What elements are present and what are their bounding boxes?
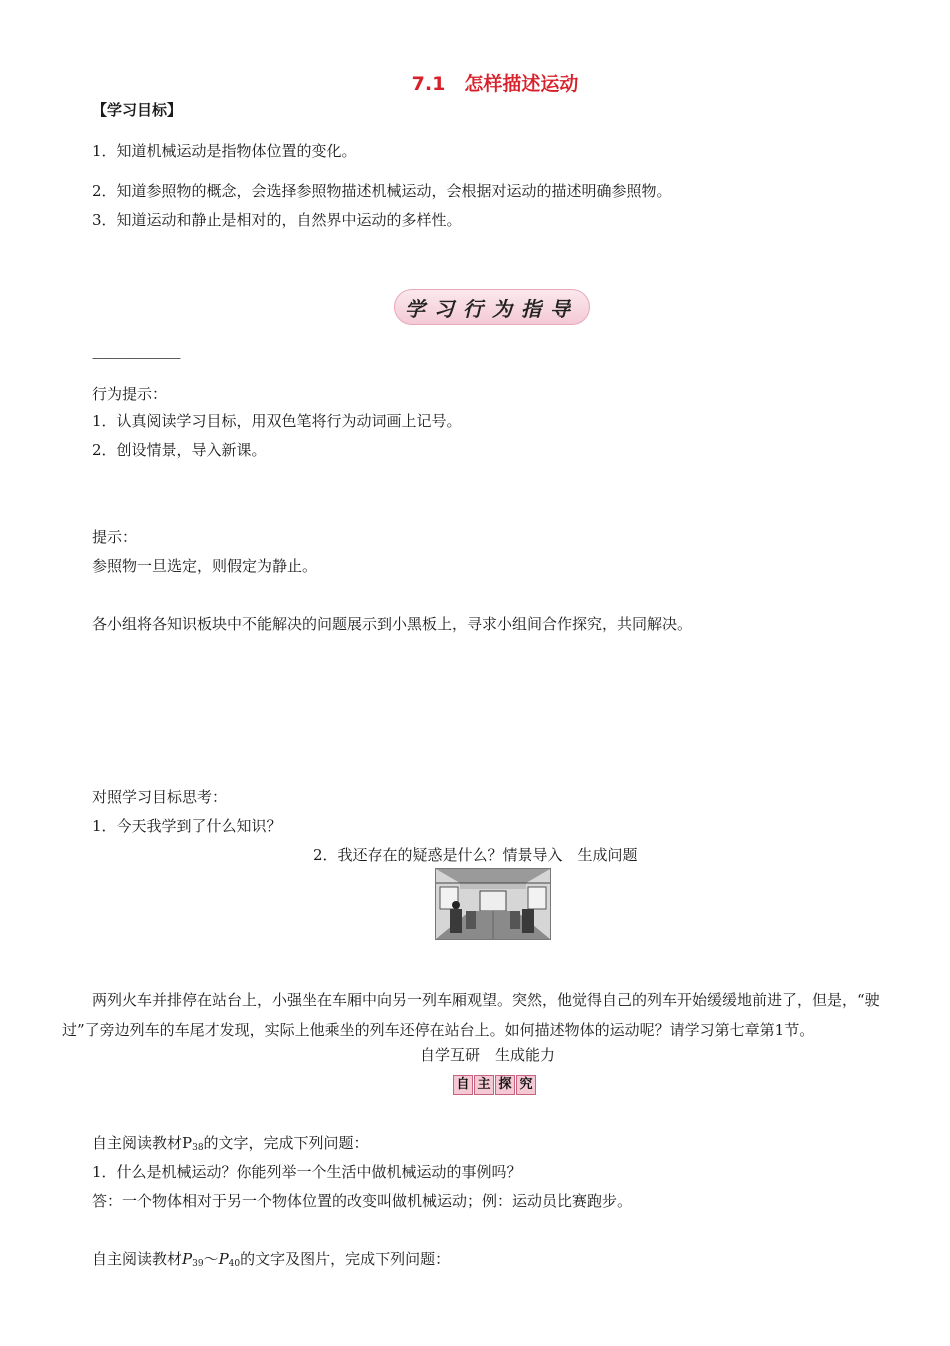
- reading-1-page: 38: [192, 1143, 204, 1153]
- reflect-heading: 对照学习目标思考：: [92, 788, 228, 806]
- question-1: 1．什么是机械运动？你能列举一个生活中做机械运动的事例吗？: [92, 1163, 522, 1181]
- reading-2-p2: P: [218, 1250, 229, 1268]
- hint-text: 参照物一旦选定，则假定为静止。: [92, 557, 318, 575]
- objective-item-3: 3．知道运动和静止是相对的，自然界中运动的多样性。: [92, 211, 462, 229]
- scenario-paragraph: [62, 955, 902, 1045]
- group-instruction: 各小组将各知识板块中不能解决的问题展示到小黑板上，寻求小组间合作探究，共同解决。: [92, 615, 693, 633]
- reading-2-tilde: ～: [203, 1250, 219, 1268]
- reading-2-page-end: 40: [228, 1259, 241, 1269]
- answer-1: 答：一个物体相对于另一个物体位置的改变叫做机械运动；例：运动员比赛跑步。: [92, 1192, 633, 1210]
- behavior-item-1: 1．认真阅读学习目标，用双色笔将行为动词画上记号。: [92, 412, 462, 430]
- section-heading-self-study: 自学互研 生成能力: [420, 1046, 556, 1064]
- reflect-item-2: 2．我还存在的疑惑是什么？情景导入 生成问题: [313, 846, 638, 864]
- page-title: 7.1 怎样描述运动: [411, 73, 579, 95]
- reading-2-p1: P: [182, 1250, 193, 1268]
- box-char-1: 自: [453, 1075, 473, 1095]
- objective-item-1: 1．知道机械运动是指物体位置的变化。: [92, 142, 357, 160]
- behavior-item-2: 2．创设情景，导入新课。: [92, 441, 267, 459]
- box-char-3: 探: [495, 1075, 515, 1095]
- reading-2-suffix: 的文字及图片，完成下列问题：: [240, 1250, 451, 1268]
- reading-instruction-1: [92, 1133, 369, 1158]
- reflect-item-1: 1．今天我学到了什么知识？: [92, 817, 282, 835]
- objective-item-2: 2．知道参照物的概念，会选择参照物描述机械运动，会根据对运动的描述明确参照物。: [92, 182, 672, 200]
- hint-heading: 提示：: [92, 528, 138, 546]
- learning-guidance-banner: [394, 289, 590, 325]
- reading-2-prefix: 自主阅读教材: [92, 1250, 183, 1268]
- behavior-heading: 行为提示：: [92, 385, 168, 403]
- scenario-text: 两列火车并排停在站台上，小强坐在车厢中向另一列车厢观望。突然，他觉得自己的列车开始缓缓地前进了，但是，“驶过”了旁边列车的车尾才发现，实际上他乘坐的列车还停在站台上。如何描述物体的运动呢？请学习第七章第1节。: [62, 991, 880, 1039]
- reading-1-suffix: 的文字，完成下列问题：: [203, 1134, 369, 1152]
- banner-text: 学习行为指导: [405, 296, 579, 321]
- reading-instruction-2: [92, 1249, 450, 1274]
- box-char-4: 究: [516, 1075, 536, 1095]
- box-char-2: 主: [474, 1075, 494, 1095]
- train-carriage-image: [435, 868, 551, 940]
- objectives-heading: 【学习目标】: [92, 101, 183, 119]
- reading-1-prefix: 自主阅读教材P: [92, 1134, 193, 1152]
- divider-line: ————————: [92, 351, 180, 365]
- reading-2-page-start: 39: [192, 1259, 204, 1269]
- train-interior-illustration: [436, 869, 550, 939]
- self-exploration-label: [453, 1075, 536, 1093]
